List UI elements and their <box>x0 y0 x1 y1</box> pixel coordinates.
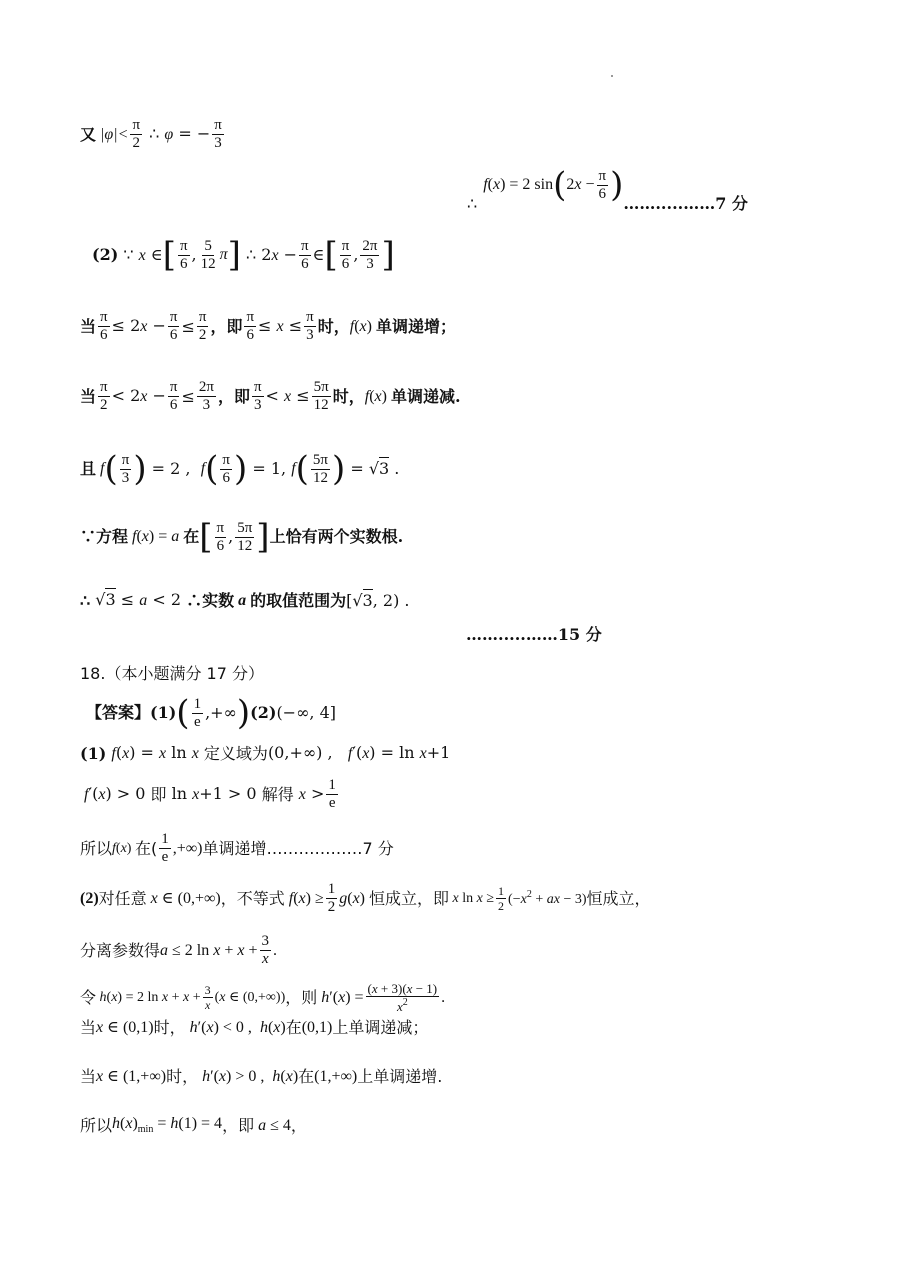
text-dang: 当 <box>80 316 97 336</box>
frac-6c: $\frac{5\pi}{12}$ <box>312 451 328 486</box>
bracket-open-2: [ <box>324 235 338 275</box>
text-dang-p2-2: 当 <box>80 1067 97 1086</box>
frac-7b: $\frac{5\pi}{12}$ <box>237 519 253 554</box>
frac-pi6c: $\frac{\pi}{6}$ <box>246 309 255 343</box>
math-eq-sqrt3: = √3 . <box>345 459 400 478</box>
q18-p1-domain <box>80 745 450 762</box>
math-lt-x: < x ≤ <box>265 386 310 405</box>
math-in: ∈ <box>312 245 325 264</box>
line-phi-range <box>80 118 226 151</box>
q18-answer <box>86 693 337 733</box>
math-a-le: a ≤ 2 ln x + x + <box>160 941 258 959</box>
math-x-in: x ∈ (0,+∞) <box>150 889 221 907</box>
text-zai-p2-1: 在 <box>285 1018 302 1037</box>
frac-c: $\frac{\pi}{6}$ <box>301 237 309 272</box>
math-x-gt: x > <box>298 784 325 803</box>
p1-label: (1) <box>80 743 107 763</box>
math-f1: f <box>100 460 105 477</box>
line-equation-roots: ∵方程 f (x) = a 在 [ $\frac{\pi}{6}$ , $\frac{5\pi}{12}$ ] 上恰有两个实数根. <box>80 517 404 557</box>
text-suoyi: 所以 <box>80 838 113 858</box>
text-domain: 定义域为 <box>203 743 268 763</box>
frac-pi-over-3: $\frac{\pi}{3}$ <box>214 117 222 151</box>
text-inc: 上单调递增. <box>357 1067 443 1086</box>
math-le-x: ≤ x ≤ <box>258 316 303 335</box>
line-part2-range: (2) ∵ x ∈ [ $\frac{\pi}{6}$ , $\frac{5}{12}$ π ] ∴ 2x − $\frac{\pi}{6}$ ∈ [ $\frac{\pi}{6}$ , $\frac{2\pi}{3}$ ] <box>92 235 395 275</box>
paren-2: ) <box>133 449 147 489</box>
q18-p2-statement <box>80 882 651 915</box>
math-lnx-gt0: ln x+1 > 0 <box>166 784 262 803</box>
ans-paren-1: ( <box>176 693 190 733</box>
text-zai-p1: 在( <box>134 838 158 858</box>
text-ji-p2: ，即 <box>222 1115 255 1135</box>
math-fx-ge: f(x) ≥ <box>288 889 324 907</box>
bracket-close-2: ] <box>381 235 395 275</box>
q18-p2-min <box>80 1116 307 1135</box>
text-ji-2: ，即 <box>217 386 250 406</box>
frac-6a: $\frac{\pi}{3}$ <box>121 451 130 486</box>
text-separate: 分离参数得 <box>80 940 161 960</box>
math-ineq-2: x ln x ≥ <box>452 890 495 906</box>
frac-a: $\frac{\pi}{6}$ <box>179 237 188 272</box>
frac-pi2: $\frac{\pi}{2}$ <box>198 309 207 343</box>
math-f2: f <box>200 460 206 477</box>
frac-half-2: $\frac{1}{2}$ <box>498 884 505 913</box>
line-increasing: 当 $\frac{\pi}{6}$ ≤ 2x − $\frac{\pi}{6}$ ≤ $\frac{\pi}{2}$ ，即 $\frac{\pi}{6}$ ≤ x ≤ $\frac{\pi}{3}$ 时， f (x) 单调递增； <box>80 309 456 343</box>
bracket-7b: ] <box>256 517 270 557</box>
math-hprime: h′(x) = <box>321 988 364 1006</box>
frac-d: $\frac{\pi}{6}$ <box>341 237 350 272</box>
frac-pi-over-6: $\frac{\pi}{6}$ <box>598 167 607 202</box>
text-end-comma: ， <box>290 1115 307 1135</box>
frac-b: $\frac{5}{12}$ <box>200 237 216 272</box>
math-le: ≤ <box>181 316 195 336</box>
therefore-mark-2: ∴ <box>80 590 91 610</box>
math-quadratic: ($-x^2$ + ax − 3) <box>508 889 587 907</box>
frac-pi3: $\frac{\pi}{3}$ <box>306 309 314 343</box>
math-f-arg: (x) = 2 sin <box>487 176 554 193</box>
line-values <box>80 449 400 489</box>
math-le-2x: ≤ 2x − <box>111 316 166 335</box>
math-plus-inf: ,+∞ <box>205 703 237 722</box>
math-eq-2: = 2 , <box>146 459 201 478</box>
text-ling: 令 <box>80 987 97 1007</box>
text-ji-p1: 即 <box>150 784 167 804</box>
ans-paren-2: ) <box>236 693 251 733</box>
frac-pi-over-2: $\frac{\pi}{2}$ <box>132 117 141 151</box>
math-lt-2x: < 2x − <box>111 386 166 405</box>
math-hprime-lt0: h′(x) < 0 , h(x) <box>189 1019 286 1036</box>
q18-header: 18.（本小题满分 17 分） <box>80 664 264 683</box>
math-hmin: $h(x)_{min} = h(1) = 4$ <box>112 1115 223 1135</box>
math-fx: f <box>349 317 355 335</box>
bracket-close: ] <box>227 235 241 275</box>
math-a: a <box>234 591 251 609</box>
math-therefore-phi: ∴ φ = − <box>144 124 211 143</box>
math-1inf: (1,+∞) <box>314 1068 358 1085</box>
text-suoyi-p2: 所以 <box>80 1115 113 1135</box>
text-zai: 在 <box>183 527 200 546</box>
math-ineq: √3 ≤ a < 2 <box>90 590 187 609</box>
math-plus-inf-c: ,+∞) <box>172 839 203 857</box>
math-therefore-2x: ∴ 2x − <box>240 244 298 264</box>
math-fx-a: f <box>128 528 137 545</box>
frac-3x-b: $\frac{3}{x}$ <box>204 983 211 1012</box>
q18-p1-solve <box>84 778 340 811</box>
paren-open: ( <box>553 165 567 205</box>
therefore-mark: ∴ <box>467 194 478 213</box>
text-jiede: 解得 <box>261 784 294 804</box>
math-domain: (0,+∞) , f′(x) = ln x+1 <box>267 743 451 762</box>
line-f-expression <box>467 158 748 212</box>
paren-4: ) <box>233 449 248 489</box>
text-ji: ，即 <box>210 316 243 336</box>
text-decreasing: 单调递减. <box>390 386 461 406</box>
paren-6: ) <box>331 449 346 489</box>
math-hx-def: h(x) = 2 ln x + x + <box>99 989 201 1005</box>
math-01: (0,1) <box>301 1019 333 1036</box>
bracket-open: [ <box>162 235 176 275</box>
paren-5: ( <box>295 449 309 489</box>
text-dang-2: 当 <box>80 386 97 406</box>
frac-half: $\frac{1}{2}$ <box>327 881 336 915</box>
q18-p2-decreasing <box>80 1020 428 1036</box>
line-a-range <box>80 592 410 609</box>
text-shi-p2-2: 时， <box>166 1067 199 1086</box>
math-domain-h: (x ∈ (0,+∞)) <box>214 989 286 1005</box>
text-shi: 时， <box>317 316 350 336</box>
text-two-roots: 上恰有两个实数根. <box>269 527 404 546</box>
ans2-label: (2) <box>250 703 277 722</box>
frac-e: $\frac{2\pi}{3}$ <box>362 237 378 272</box>
frac-6b: $\frac{\pi}{6}$ <box>222 451 230 486</box>
math-x-in-01: x ∈ (0,1) <box>96 1019 154 1036</box>
answer-label: 【答案】 <box>86 703 151 722</box>
line-decreasing: 当 $\frac{\pi}{2}$ < 2x − $\frac{\pi}{6}$ ≤ $\frac{2\pi}{3}$ ，即 $\frac{\pi}{3}$ < x ≤ $\frac{5\pi}{12}$ 时， f (x) 单调递减. <box>80 379 461 413</box>
q18-p1-conclusion <box>80 832 394 865</box>
math-f-equals: f <box>483 176 488 193</box>
ans1-label: (1) <box>150 703 177 722</box>
frac-pi6b: $\frac{\pi}{6}$ <box>169 309 178 343</box>
text-shi-p2-1: 时， <box>153 1018 186 1037</box>
math-dot: . <box>273 941 278 959</box>
frac-5b: $\frac{\pi}{6}$ <box>169 379 178 413</box>
text-p1-score: 单调递增………………7 分 <box>202 838 394 858</box>
frac-5d: $\frac{\pi}{3}$ <box>253 379 262 413</box>
text-real-a: ∴实数 <box>186 590 235 610</box>
text-shi-2: 时， <box>332 386 365 406</box>
math-le-2: ≤ <box>181 386 195 406</box>
paren-close: ) <box>610 165 624 205</box>
score-15: …….....……15 分 <box>466 625 602 644</box>
text-you: 又 <box>80 124 97 144</box>
frac-5e: $\frac{5\pi}{12}$ <box>313 379 329 413</box>
math-fprime-gt0: f′(x) > 0 <box>84 784 151 803</box>
q18-p2-separate <box>80 934 277 967</box>
math-fx-c: f(x) <box>112 840 135 856</box>
p2-label: (2) <box>80 889 99 907</box>
math-fx-xlnx: f(x) = x ln x <box>111 743 199 762</box>
score-7: …….....……7 分 <box>623 194 748 213</box>
frac-5a: $\frac{\pi}{2}$ <box>100 379 108 413</box>
part2-label: (2) <box>92 245 119 264</box>
text-dec: 上单调递减； <box>332 1018 429 1037</box>
text-p2-1: 对任意 <box>98 888 147 908</box>
bracket-7a: [ <box>199 517 213 557</box>
text-because-eq: ∵方程 <box>80 527 129 546</box>
frac-7a: $\frac{\pi}{6}$ <box>216 519 225 554</box>
math-fx-2: f <box>364 387 370 405</box>
frac-1e: $\frac{1}{e}$ <box>193 695 202 730</box>
math-ans2: (−∞, 4] <box>276 703 337 722</box>
text-ze: ，则 <box>285 987 318 1007</box>
math-f3: f <box>291 460 296 477</box>
paren-1: ( <box>104 449 118 489</box>
q18-p2-define-h <box>80 982 445 1013</box>
math-a-le-4: a ≤ 4 <box>258 1116 291 1134</box>
text-zai-p2-2: 在 <box>298 1067 315 1086</box>
frac-3x: $\frac{3}{x}$ <box>261 933 270 967</box>
frac-hprime: $\frac{(x + 3)(x - 1)}{x^2}$ <box>367 981 438 1014</box>
frac-pi6: $\frac{\pi}{6}$ <box>100 309 108 343</box>
paren-3: ( <box>205 449 219 489</box>
text-range-is: 的取值范围为 <box>250 590 347 610</box>
q18-p2-increasing <box>80 1069 442 1085</box>
text-qie: 且 <box>80 459 97 478</box>
stray-dot <box>611 75 613 77</box>
text-dang-p2-1: 当 <box>80 1018 97 1037</box>
text-p2-2: ，不等式 <box>220 888 285 908</box>
text-p2-4: 恒成立， <box>586 888 651 908</box>
math-dot-2: . <box>441 988 446 1006</box>
math-phi-abs: |φ|< <box>96 125 129 143</box>
frac-1e-b: $\frac{1}{e}$ <box>328 777 336 811</box>
math-eq-1: = 1, <box>247 459 292 478</box>
frac-1e-c: $\frac{1}{e}$ <box>161 831 169 865</box>
math-hprime-gt0: h′(x) > 0 , h(x) <box>202 1068 299 1085</box>
text-increasing: 单调递增； <box>375 316 456 336</box>
math-x-in-1inf: x ∈ (1,+∞) <box>96 1068 167 1085</box>
math-inner: 2x − <box>566 176 595 193</box>
math-gx: g(x) <box>339 889 369 907</box>
math-because-x: ∵ x ∈ <box>118 244 163 264</box>
math-interval: [√3, 2) . <box>346 590 410 610</box>
frac-5c: $\frac{2\pi}{3}$ <box>198 379 214 413</box>
text-p2-3: 恒成立，即 <box>369 888 450 908</box>
